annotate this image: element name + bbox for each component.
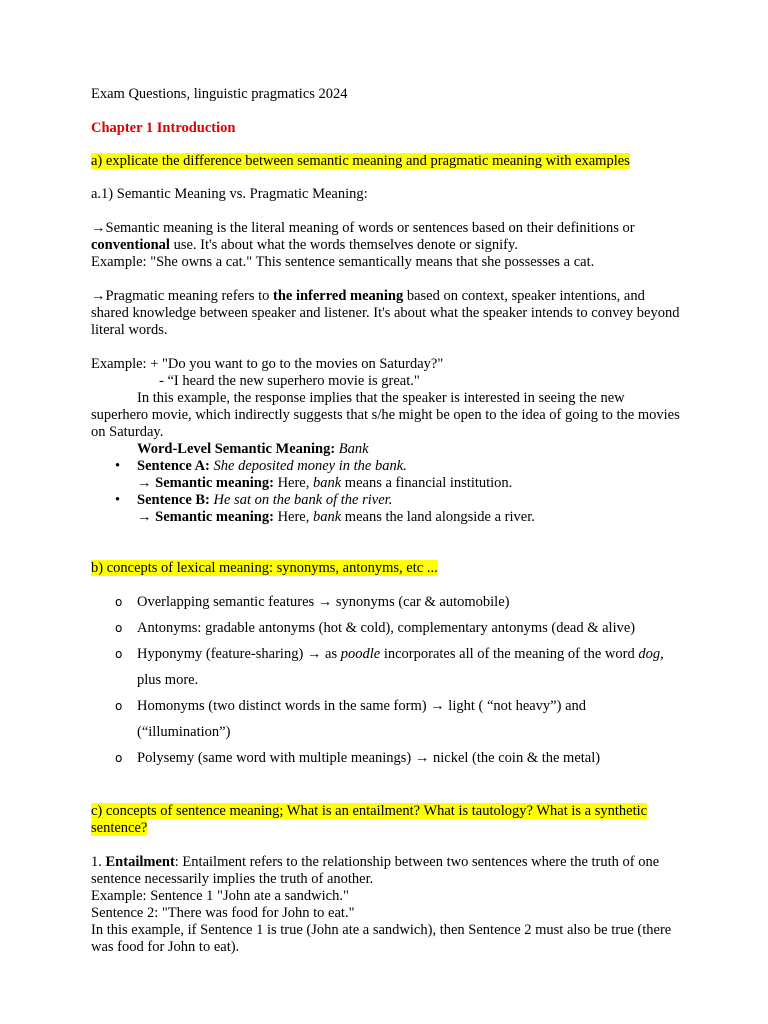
- sentence-a-semantic: → Semantic meaning: Here, bank means a financial institution.: [137, 475, 513, 491]
- circle-bullet-icon: o: [115, 751, 123, 765]
- bullet-icon: •: [115, 458, 121, 474]
- question-c-text: c) concepts of sentence meaning; What is an entailment? What is tautology? What is a synthetic sentence?: [91, 803, 648, 836]
- word-level-heading: Word-Level Semantic Meaning: Bank: [137, 441, 369, 457]
- entailment-example-2: Sentence 2: "There was food for John to eat.": [91, 905, 355, 921]
- example-line-2: - “I heard the new superhero movie is great.": [159, 373, 420, 389]
- entailment-example-1: Example: Sentence 1 "John ate a sandwich.": [91, 888, 349, 904]
- example-line-1: Example: + "Do you want to go to the movies on Saturday?": [91, 356, 444, 372]
- list-item: o Hyponymy (feature-sharing) → as poodle incorporates all of the meaning of the word dog, plus more.: [91, 641, 681, 693]
- circle-bullet-icon: o: [115, 595, 123, 609]
- document-title: Exam Questions, linguistic pragmatics 2024: [91, 86, 348, 102]
- question-a-heading: [91, 153, 681, 170]
- list-item: o Antonyms: gradable antonyms (hot & cold), complementary antonyms (dead & alive): [91, 615, 681, 641]
- entailment-paragraph: 1. Entailment: Entailment refers to the relationship between two sentences where the truth of one sentence necessarily implies the truth of another.: [91, 854, 660, 887]
- arrow-icon: →: [137, 475, 152, 491]
- semantic-paragraph: →Semantic meaning is the literal meaning of words or sentences based on their definitions or conventional use. It's about what the words themselves denote or signify.: [91, 220, 635, 253]
- lexical-meaning-list: [91, 589, 681, 771]
- entailment-explanation: In this example, if Sentence 1 is true (John ate a sandwich), then Sentence 2 must also be true (there was food for John to eat).: [91, 922, 672, 955]
- circle-bullet-icon: o: [115, 699, 123, 713]
- question-c-heading: [91, 803, 681, 837]
- sentence-b: • Sentence B: He sat on the bank of the river.: [115, 492, 393, 508]
- list-item: o Polysemy (same word with multiple meanings) → nickel (the coin & the metal): [91, 745, 681, 771]
- chapter-heading: Chapter 1 Introduction: [91, 120, 236, 136]
- circle-bullet-icon: o: [115, 647, 123, 661]
- pragmatic-paragraph: →Pragmatic meaning refers to the inferred meaning based on context, speaker intentions, and shared knowledge between speaker and listener. It's about what the speaker intends to convey beyond literal words.: [91, 288, 680, 338]
- arrow-icon: →: [91, 288, 106, 304]
- question-a-text: a) explicate the difference between semantic meaning and pragmatic meaning with examples: [91, 153, 630, 169]
- circle-bullet-icon: o: [115, 621, 123, 635]
- semantic-example: Example: "She owns a cat." This sentence semantically means that she possesses a cat.: [91, 254, 595, 270]
- sentence-a: • Sentence A: She deposited money in the bank.: [115, 458, 407, 474]
- arrow-icon: →: [91, 220, 106, 236]
- document-body: [91, 86, 681, 956]
- bullet-icon: •: [115, 492, 121, 508]
- example-explanation: In this example, the response implies that the speaker is interested in seeing the new superhero movie, which indirectly suggests that s/he might be open to the idea of going to the movies on Saturday.: [91, 390, 680, 440]
- list-item: o Overlapping semantic features → synonyms (car & automobile): [91, 589, 681, 615]
- question-b-text: b) concepts of lexical meaning: synonyms, antonyms, etc ...: [91, 560, 438, 576]
- question-a-subheading: a.1) Semantic Meaning vs. Pragmatic Meaning:: [91, 186, 368, 202]
- arrow-icon: →: [137, 509, 152, 525]
- sentence-b-semantic: → Semantic meaning: Here, bank means the land alongside a river.: [137, 509, 535, 525]
- question-b-heading: [91, 560, 681, 577]
- list-item: o Homonyms (two distinct words in the same form) → light ( “not heavy”) and (“illumination”): [91, 693, 681, 745]
